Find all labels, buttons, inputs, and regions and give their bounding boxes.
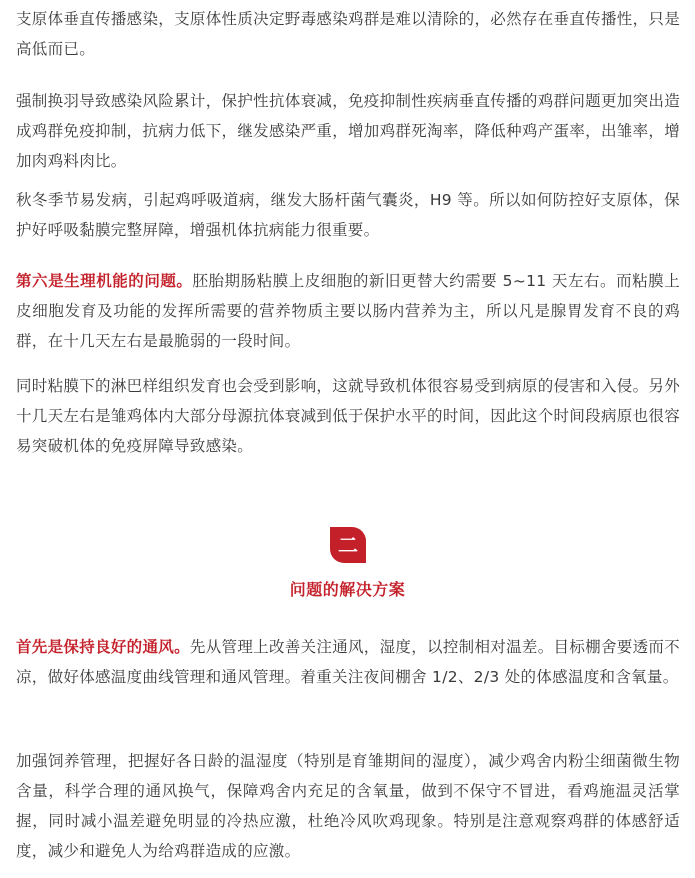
paragraph-body-physiology: 胚胎期肠粘膜上皮细胞的新旧更替大约需要 5~11 天左右。而粘膜上皮细胞发育及功能的发挥所需要的营养物质主要以肠内营养为主，所以凡是腺胃发育不良的鸡群，在十几天左右是最脆弱的一段时间。 (16, 272, 681, 350)
paragraph-ventilation (16, 632, 680, 692)
paragraph-body-ventilation: 先从管理上改善关注通风，湿度，以控制相对温差。目标棚舍要透而不凉，做好体感温度曲线管理和通风管理。着重关注夜间棚舍 1/2、2/3 处的体感温度和含氧量。 (16, 638, 680, 686)
section-title: 问题的解决方案 (289, 580, 406, 599)
paragraph-seasonal-disease: 秋冬季节易发病，引起鸡呼吸道病，继发大肠杆菌气囊炎，H9 等。所以如何防控好支原体，保护好呼吸黏膜完整屏障，增强机体抗病能力很重要。 (16, 191, 680, 239)
paragraph-lead-ventilation: 首先是保持良好的通风。 (16, 638, 190, 656)
paragraph-feeding-management: 加强饲养管理，把握好各日龄的温湿度（特别是育雏期间的湿度），减少鸡舍内粉尘细菌微生物含量，科学合理的通风换气，保障鸡舍内充足的含氧量，做到不保守不冒进，看鸡施温灵活掌握，同时减小温差避免明显的冷热应激，杜绝冷风吹鸡现象。特别是注意观察鸡群的体感舒适度，减少和避免人为给鸡群造成的应激。 (16, 752, 680, 860)
paragraph-mycoplasma-vertical: 支原体垂直传播感染，支原体性质决定野毒感染鸡群是难以清除的，必然存在垂直传播性，只是高低而已。 (16, 10, 680, 58)
paragraph-lymphoid: 同时粘膜下的淋巴样组织发育也会受到影响，这就导致机体很容易受到病原的侵害和入侵。另外十几天左右是雏鸡体内大部分母源抗体衰减到低于保护水平的时间，因此这个时间段病原也很容易突破机体的免疫屏障导致感染。 (16, 377, 680, 455)
paragraph-forced-molting: 强制换羽导致感染风险累计，保护性抗体衰减，免疫抑制性疾病垂直传播的鸡群问题更加突出造成鸡群免疫抑制，抗病力低下，继发感染严重，增加鸡群死淘率，降低种鸡产蛋率，出雏率，增加肉鸡料肉比。 (16, 92, 680, 170)
section-number-badge: 二 (330, 527, 366, 563)
paragraph-physiology (16, 266, 680, 356)
paragraph-lead-physiology: 第六是生理机能的问题。 (16, 272, 193, 290)
